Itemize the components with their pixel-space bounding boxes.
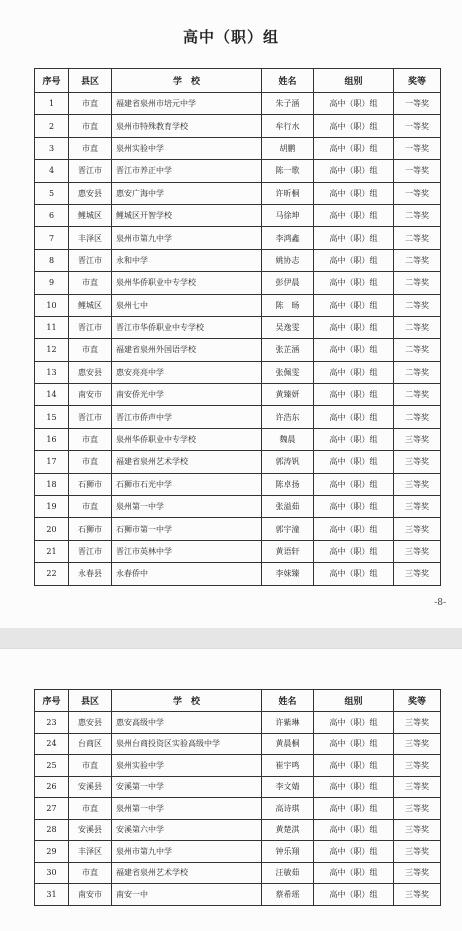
county-cell: 晋江市: [69, 160, 112, 182]
county-cell: 市直: [69, 451, 112, 473]
name-cell: 彭伊晨: [262, 272, 314, 294]
award-cell: 一等奖: [394, 182, 441, 204]
county-cell: 南安市: [69, 884, 112, 906]
county-cell: 市直: [69, 428, 112, 450]
page-break: [0, 628, 462, 648]
school-cell: 安溪第六中学: [112, 819, 262, 841]
seq-cell: 23: [35, 712, 69, 734]
group-cell: 高中（职）组: [314, 712, 394, 734]
table-row: [35, 755, 441, 777]
seq-cell: 28: [35, 819, 69, 841]
table-row: [35, 563, 441, 585]
award-cell: 一等奖: [394, 115, 441, 137]
group-cell: 高中（职）组: [314, 249, 394, 271]
table-row: [35, 473, 441, 495]
school-cell: 福建省泉州外国语学校: [112, 339, 262, 361]
table-row: [35, 884, 441, 906]
group-cell: 高中（职）组: [314, 884, 394, 906]
group-cell: 高中（职）组: [314, 227, 394, 249]
seq-cell: 6: [35, 204, 69, 226]
group-cell: 高中（职）组: [314, 841, 394, 863]
school-cell: 福建省泉州艺术学校: [112, 862, 262, 884]
table-row: [35, 272, 441, 294]
award-cell: 二等奖: [394, 272, 441, 294]
table-row: [35, 160, 441, 182]
name-cell: 黄语轩: [262, 540, 314, 562]
table-row: [35, 406, 441, 428]
seq-cell: 18: [35, 473, 69, 495]
seq-cell: 31: [35, 884, 69, 906]
group-cell: 高中（职）组: [314, 518, 394, 540]
group-cell: 高中（职）组: [314, 819, 394, 841]
table-row: [35, 384, 441, 406]
name-header: 姓名: [262, 69, 314, 93]
award-cell: 三等奖: [394, 819, 441, 841]
seq-cell: 24: [35, 733, 69, 755]
county-cell: 市直: [69, 272, 112, 294]
award-cell: 三等奖: [394, 862, 441, 884]
school-cell: 泉州台商投资区实验高级中学: [112, 733, 262, 755]
school-cell: 惠安亮亮中学: [112, 361, 262, 383]
group-cell: 高中（职）组: [314, 384, 394, 406]
award-header: 奖等: [394, 690, 441, 712]
school-cell: 石狮市石光中学: [112, 473, 262, 495]
school-cell: 南安一中: [112, 884, 262, 906]
group-cell: 高中（职）组: [314, 160, 394, 182]
table-header-row: [35, 690, 441, 712]
county-cell: 晋江市: [69, 316, 112, 338]
seq-cell: 12: [35, 339, 69, 361]
county-cell: 晋江市: [69, 540, 112, 562]
school-cell: 泉州实验中学: [112, 755, 262, 777]
seq-cell: 15: [35, 406, 69, 428]
group-cell: 高中（职）组: [314, 496, 394, 518]
award-cell: 二等奖: [394, 384, 441, 406]
table-row: [35, 451, 441, 473]
group-cell: 高中（职）组: [314, 755, 394, 777]
table-row: [35, 862, 441, 884]
county-cell: 市直: [69, 496, 112, 518]
name-header: 姓名: [262, 690, 314, 712]
award-cell: 三等奖: [394, 473, 441, 495]
school-cell: 晋江市英林中学: [112, 540, 262, 562]
group-cell: 高中（职）组: [314, 294, 394, 316]
seq-cell: 7: [35, 227, 69, 249]
table-row: [35, 115, 441, 137]
name-cell: 张芷涵: [262, 339, 314, 361]
name-cell: 黄晨桐: [262, 733, 314, 755]
school-cell: 晋江市华侨职业中专学校: [112, 316, 262, 338]
seq-cell: 22: [35, 563, 69, 585]
award-cell: 三等奖: [394, 776, 441, 798]
county-cell: 鲤城区: [69, 294, 112, 316]
county-cell: 晋江市: [69, 249, 112, 271]
name-cell: 黄楚淇: [262, 819, 314, 841]
group-cell: 高中（职）组: [314, 451, 394, 473]
school-cell: 晋江市养正中学: [112, 160, 262, 182]
award-cell: 二等奖: [394, 406, 441, 428]
county-cell: 台商区: [69, 733, 112, 755]
table-row: [35, 496, 441, 518]
group-cell: 高中（职）组: [314, 137, 394, 159]
award-cell: 三等奖: [394, 518, 441, 540]
award-header: 奖等: [394, 69, 441, 93]
document-page-9: [0, 648, 462, 931]
award-cell: 三等奖: [394, 712, 441, 734]
seq-cell: 2: [35, 115, 69, 137]
table-row: [35, 733, 441, 755]
name-cell: 崔宇鸣: [262, 755, 314, 777]
school-cell: 石狮市第一中学: [112, 518, 262, 540]
school-cell: 南安侨光中学: [112, 384, 262, 406]
school-cell: 惠安广海中学: [112, 182, 262, 204]
group-cell: 高中（职）组: [314, 272, 394, 294]
award-cell: 三等奖: [394, 540, 441, 562]
seq-cell: 3: [35, 137, 69, 159]
name-cell: 高诗琪: [262, 798, 314, 820]
group-cell: 高中（职）组: [314, 563, 394, 585]
award-cell: 一等奖: [394, 93, 441, 115]
seq-cell: 25: [35, 755, 69, 777]
name-cell: 汪敏茹: [262, 862, 314, 884]
name-cell: 蔡希瑶: [262, 884, 314, 906]
table-row: [35, 227, 441, 249]
name-cell: 陈 旸: [262, 294, 314, 316]
award-cell: 二等奖: [394, 316, 441, 338]
award-cell: 三等奖: [394, 733, 441, 755]
group-cell: 高中（职）组: [314, 115, 394, 137]
county-header: 县区: [69, 690, 112, 712]
seq-cell: 21: [35, 540, 69, 562]
school-header: 学 校: [112, 69, 262, 93]
award-table-page2: [34, 689, 441, 906]
table-row: [35, 540, 441, 562]
name-cell: 陈卓扬: [262, 473, 314, 495]
name-cell: 钟乐翔: [262, 841, 314, 863]
table-row: [35, 316, 441, 338]
table-row: [35, 712, 441, 734]
award-cell: 二等奖: [394, 227, 441, 249]
county-cell: 石狮市: [69, 518, 112, 540]
school-cell: 惠安高级中学: [112, 712, 262, 734]
group-cell: 高中（职）组: [314, 473, 394, 495]
school-cell: 晋江市侨声中学: [112, 406, 262, 428]
group-cell: 高中（职）组: [314, 204, 394, 226]
award-cell: 三等奖: [394, 884, 441, 906]
county-cell: 南安市: [69, 384, 112, 406]
table-row: [35, 137, 441, 159]
name-cell: 黄臻妍: [262, 384, 314, 406]
award-cell: 一等奖: [394, 160, 441, 182]
page-number: -8-: [434, 598, 446, 608]
name-cell: 牟行水: [262, 115, 314, 137]
school-cell: 泉州七中: [112, 294, 262, 316]
award-table-page1: [34, 68, 441, 586]
award-cell: 一等奖: [394, 137, 441, 159]
name-cell: 马徐坤: [262, 204, 314, 226]
county-cell: 市直: [69, 115, 112, 137]
group-cell: 高中（职）组: [314, 733, 394, 755]
name-cell: 张佩雯: [262, 361, 314, 383]
award-cell: 二等奖: [394, 339, 441, 361]
group-cell: 高中（职）组: [314, 182, 394, 204]
table-header-row: [35, 69, 441, 93]
school-cell: 泉州市特殊教育学校: [112, 115, 262, 137]
group-cell: 高中（职）组: [314, 361, 394, 383]
school-cell: 福建省泉州市培元中学: [112, 93, 262, 115]
seq-cell: 13: [35, 361, 69, 383]
name-cell: 郭涛钒: [262, 451, 314, 473]
award-cell: 二等奖: [394, 294, 441, 316]
county-cell: 惠安县: [69, 182, 112, 204]
award-cell: 三等奖: [394, 496, 441, 518]
school-cell: 福建省泉州艺术学校: [112, 451, 262, 473]
county-cell: 市直: [69, 137, 112, 159]
seq-cell: 4: [35, 160, 69, 182]
school-cell: 鲤城区开智学校: [112, 204, 262, 226]
group-cell: 高中（职）组: [314, 798, 394, 820]
group-cell: 高中（职）组: [314, 540, 394, 562]
name-cell: 许浩东: [262, 406, 314, 428]
county-cell: 石狮市: [69, 473, 112, 495]
county-cell: 永春县: [69, 563, 112, 585]
seq-cell: 16: [35, 428, 69, 450]
school-cell: 泉州市第九中学: [112, 227, 262, 249]
county-cell: 惠安县: [69, 712, 112, 734]
table-row: [35, 798, 441, 820]
seq-cell: 14: [35, 384, 69, 406]
group-cell: 高中（职）组: [314, 339, 394, 361]
table-row: [35, 294, 441, 316]
section-title: 高中（职）组: [182, 28, 279, 46]
county-cell: 惠安县: [69, 361, 112, 383]
seq-cell: 8: [35, 249, 69, 271]
name-cell: 李妹臻: [262, 563, 314, 585]
county-cell: 丰泽区: [69, 841, 112, 863]
award-cell: 二等奖: [394, 361, 441, 383]
name-cell: 李鸿鑫: [262, 227, 314, 249]
seq-cell: 5: [35, 182, 69, 204]
seq-cell: 20: [35, 518, 69, 540]
table-row: [35, 339, 441, 361]
school-cell: 泉州第一中学: [112, 496, 262, 518]
school-cell: 永春侨中: [112, 563, 262, 585]
table-row: [35, 249, 441, 271]
school-cell: 泉州华侨职业中专学校: [112, 428, 262, 450]
seq-header: 序号: [35, 69, 69, 93]
group-cell: 高中（职）组: [314, 428, 394, 450]
seq-cell: 26: [35, 776, 69, 798]
group-cell: 高中（职）组: [314, 316, 394, 338]
table-row: [35, 841, 441, 863]
name-cell: 姚协志: [262, 249, 314, 271]
group-header: 组别: [314, 69, 394, 93]
name-cell: 郭宇潼: [262, 518, 314, 540]
table-row: [35, 819, 441, 841]
seq-cell: 1: [35, 93, 69, 115]
award-cell: 二等奖: [394, 204, 441, 226]
name-cell: 陈一歌: [262, 160, 314, 182]
county-cell: 市直: [69, 339, 112, 361]
name-cell: 张溢茹: [262, 496, 314, 518]
school-cell: 泉州华侨职业中专学校: [112, 272, 262, 294]
award-cell: 三等奖: [394, 841, 441, 863]
seq-cell: 11: [35, 316, 69, 338]
group-cell: 高中（职）组: [314, 862, 394, 884]
table-row: [35, 204, 441, 226]
seq-cell: 27: [35, 798, 69, 820]
table-row: [35, 361, 441, 383]
seq-header: 序号: [35, 690, 69, 712]
name-cell: 李文婧: [262, 776, 314, 798]
group-cell: 高中（职）组: [314, 93, 394, 115]
county-cell: 市直: [69, 755, 112, 777]
seq-cell: 30: [35, 862, 69, 884]
county-cell: 丰泽区: [69, 227, 112, 249]
seq-cell: 17: [35, 451, 69, 473]
name-cell: 朱子涵: [262, 93, 314, 115]
school-cell: 泉州实验中学: [112, 137, 262, 159]
county-cell: 鲤城区: [69, 204, 112, 226]
name-cell: 魏晨: [262, 428, 314, 450]
name-cell: 许紫琳: [262, 712, 314, 734]
award-cell: 三等奖: [394, 563, 441, 585]
table-row: [35, 776, 441, 798]
county-cell: 市直: [69, 798, 112, 820]
county-cell: 晋江市: [69, 406, 112, 428]
table-row: [35, 518, 441, 540]
table-row: [35, 93, 441, 115]
school-cell: 永和中学: [112, 249, 262, 271]
name-cell: 许昕桐: [262, 182, 314, 204]
group-cell: 高中（职）组: [314, 776, 394, 798]
name-cell: 吴逸雯: [262, 316, 314, 338]
school-cell: 安溪第一中学: [112, 776, 262, 798]
county-cell: 安溪县: [69, 819, 112, 841]
award-cell: 三等奖: [394, 755, 441, 777]
seq-cell: 29: [35, 841, 69, 863]
school-cell: 泉州第一中学: [112, 798, 262, 820]
award-cell: 三等奖: [394, 451, 441, 473]
county-cell: 市直: [69, 862, 112, 884]
award-cell: 三等奖: [394, 798, 441, 820]
county-header: 县区: [69, 69, 112, 93]
group-header: 组别: [314, 690, 394, 712]
name-cell: 胡鹏: [262, 137, 314, 159]
table-row: [35, 428, 441, 450]
award-cell: 二等奖: [394, 249, 441, 271]
seq-cell: 10: [35, 294, 69, 316]
school-header: 学 校: [112, 690, 262, 712]
county-cell: 安溪县: [69, 776, 112, 798]
award-cell: 三等奖: [394, 428, 441, 450]
table-row: [35, 182, 441, 204]
county-cell: 市直: [69, 93, 112, 115]
group-cell: 高中（职）组: [314, 406, 394, 428]
seq-cell: 9: [35, 272, 69, 294]
seq-cell: 19: [35, 496, 69, 518]
school-cell: 泉州市第九中学: [112, 841, 262, 863]
